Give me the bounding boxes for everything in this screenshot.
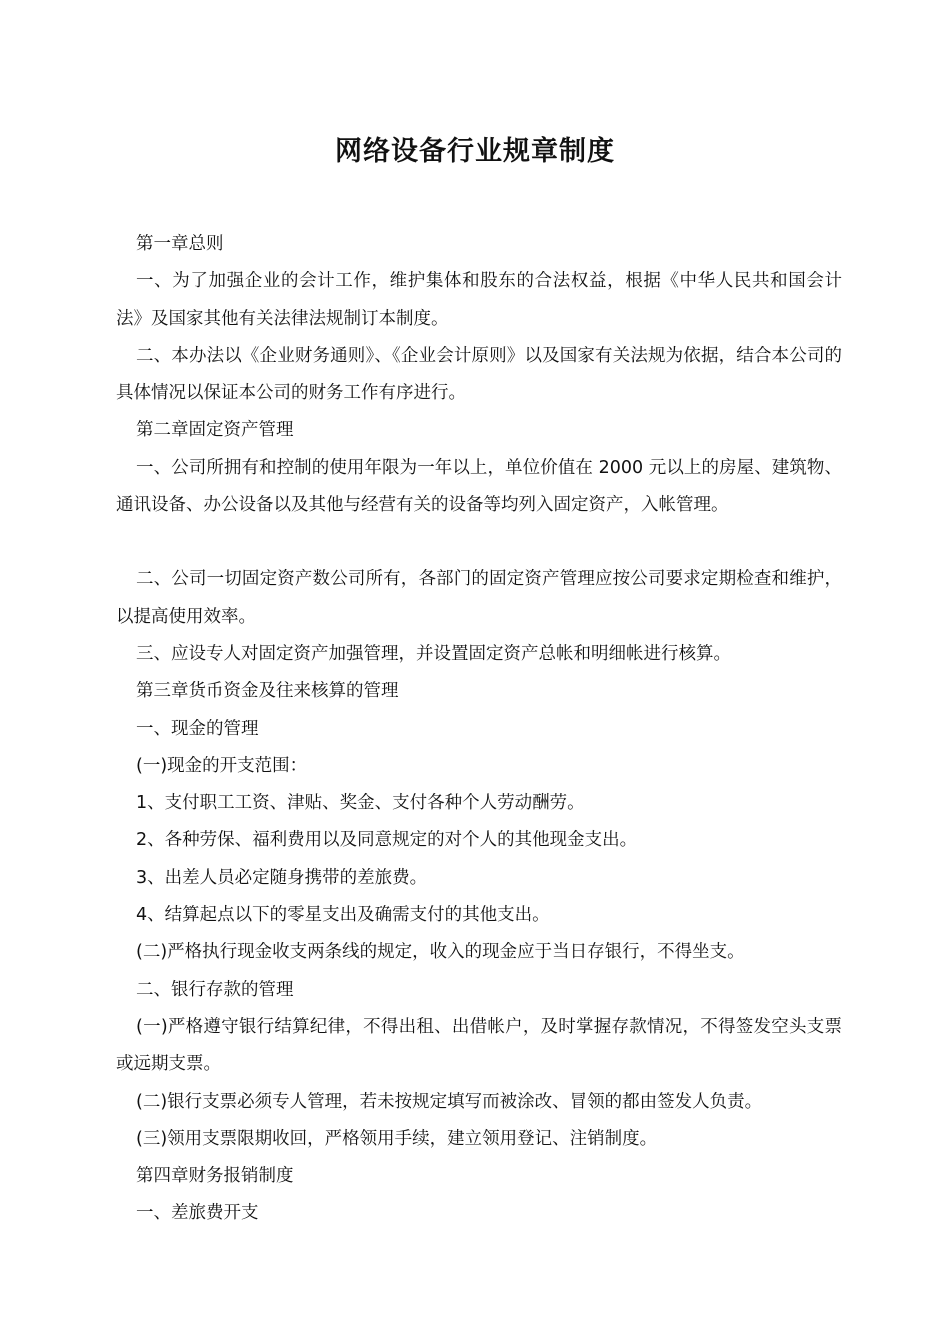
paragraph: 一、为了加强企业的会计工作，维护集体和股东的合法权益，根据《中华人民共和国会计法》及国家其他有关法律法规制订本制度。 [116,271,842,329]
chapter-heading: 第四章财务报销制度 [136,1166,294,1187]
chapter-heading: 第一章总则 [136,234,224,254]
paragraph: 三、应设专人对固定资产加强管理，并设置固定资产总帐和明细帐进行核算。 [136,643,731,664]
paragraph: 二、公司一切固定资产数公司所有，各部门的固定资产管理应按公司要求定期检查和维护，以提高使用效率。 [116,569,842,627]
paragraph: (一)严格遵守银行结算纪律，不得出租、出借帐户，及时掌握存款情况，不得签发空头支票或远期支票。 [116,1016,842,1075]
section-heading: 二、银行存款的管理 [136,979,294,1000]
list-item: 4、结算起点以下的零星支出及确需支付的其他支出。 [136,905,550,926]
paragraph: 二、本办法以《企业财务通则》、《企业会计原则》以及国家有关法规为依据，结合本公司的具体情况以保证本公司的财务工作有序进行。 [116,345,842,404]
document-body [116,226,842,1233]
paragraph: 一、公司所拥有和控制的使用年限为一年以上，单位价值在 2000 元以上的房屋、建筑物、通讯设备、办公设备以及其他与经营有关的设备等均列入固定资产，入帐管理。 [116,457,842,516]
chapter-heading: 第二章固定资产管理 [136,420,294,441]
blank-line [116,524,842,561]
section-heading: 一、差旅费开支 [136,1203,259,1224]
document-title: 网络设备行业规章制度 [335,136,615,167]
subsection-heading: (一)现金的开支范围： [136,755,308,776]
paragraph: (三)领用支票限期收回，严格领用手续，建立领用登记、注销制度。 [136,1128,658,1149]
list-item: 2、各种劳保、福利费用以及同意规定的对个人的其他现金支出。 [136,830,638,851]
chapter-heading: 第三章货币资金及往来核算的管理 [136,681,399,702]
list-item: 3、出差人员必定随身携带的差旅费。 [136,867,428,888]
list-item: 1、支付职工工资、津贴、奖金、支付各种个人劳动酬劳。 [136,793,585,814]
paragraph: (二)严格执行现金收支两条线的规定，收入的现金应于当日存银行，不得坐支。 [136,942,745,963]
paragraph: (二)银行支票必须专人管理，若未按规定填写而被涂改、冒领的都由签发人负责。 [136,1091,763,1112]
section-heading: 一、现金的管理 [136,718,259,739]
